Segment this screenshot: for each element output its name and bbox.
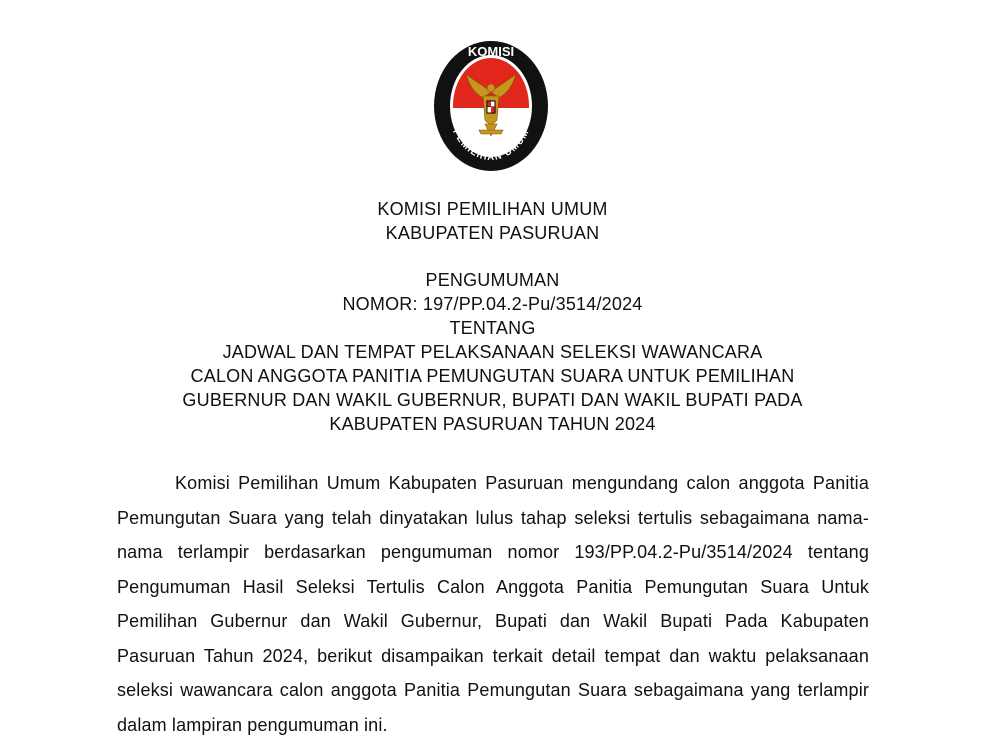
logo-top-text: KOMISI <box>467 44 515 59</box>
kpu-logo-icon <box>433 40 549 172</box>
announcement-number: NOMOR: 197/PP.04.2-Pu/3514/2024 <box>342 294 643 314</box>
subject-line: CALON ANGGOTA PANITIA PEMUNGUTAN SUARA UNTUK PEMILIHAN <box>190 366 795 386</box>
logo-ring-text: PEMILIHAN UMUM <box>450 127 532 164</box>
announcement-about: TENTANG <box>449 318 536 338</box>
body-paragraph: Komisi Pemilihan Umum Kabupaten Pasuruan mengundang calon anggota Panitia Pemungutan Suara yang telah dinyatakan lulus tahap seleksi tertulis sebagaimana nama-nama terlampir berdasarkan pengumuman nomor 193/PP.04.2-Pu/3514/2024 tentang Pengumuman Hasil Seleksi Tertulis Calon Anggota Panitia Pemungutan Suara Untuk Pemilihan Gubernur dan Wakil Gubernur, Bupati dan Wakil Bupati Pada Kabupaten Pasuruan Tahun 2024, berikut disampaikan terkait detail tempat dan waktu pelaksanaan seleksi wawancara calon anggota Panitia Pemungutan Suara sebagaimana yang terlampir dalam lampiran pengumuman ini. <box>117 473 869 735</box>
announcement-header <box>0 268 985 436</box>
subject-line: JADWAL DAN TEMPAT PELAKSANAAN SELEKSI WAWANCARA <box>222 342 763 362</box>
org-name: KOMISI PEMILIHAN UMUM <box>377 199 608 219</box>
org-region: KABUPATEN PASURUAN <box>385 223 600 243</box>
organization-header <box>0 197 985 245</box>
subject-line: KABUPATEN PASURUAN TAHUN 2024 <box>329 414 656 434</box>
subject-line: GUBERNUR DAN WAKIL GUBERNUR, BUPATI DAN WAKIL BUPATI PADA <box>182 390 803 410</box>
announcement-label: PENGUMUMAN <box>425 270 560 290</box>
